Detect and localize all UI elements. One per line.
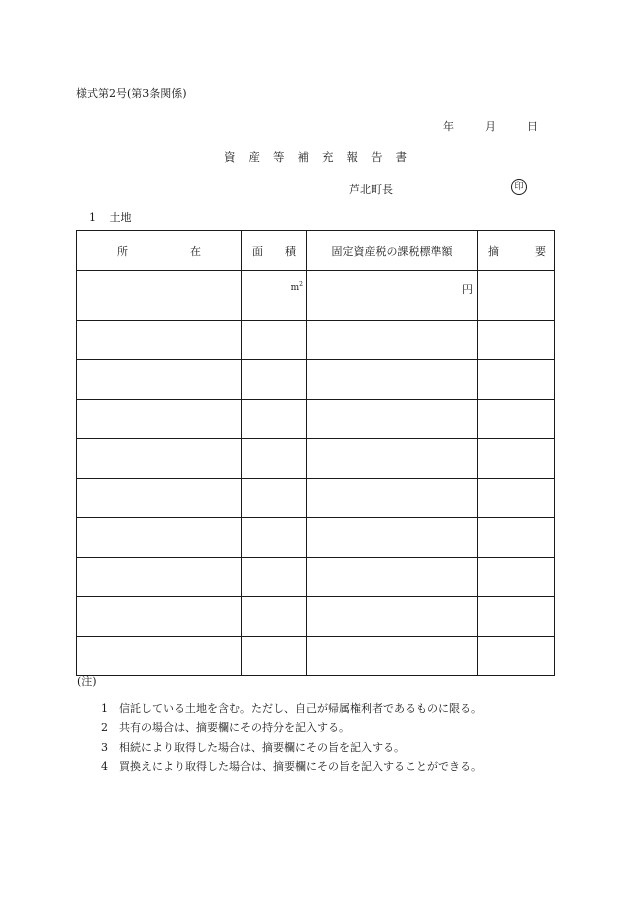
table-header-row (77, 231, 555, 271)
remarks-cell[interactable] (478, 271, 555, 321)
land-table (76, 230, 555, 676)
note-text: 相続により取得した場合は、摘要欄にその旨を記入する。 (119, 741, 405, 754)
note-item (101, 719, 350, 735)
header-area (242, 231, 307, 271)
table-row (77, 597, 555, 637)
location-cell[interactable] (77, 360, 242, 400)
tax-base-cell[interactable] (307, 399, 478, 439)
tax-base-cell[interactable] (307, 478, 478, 518)
location-cell[interactable] (77, 557, 242, 597)
location-cell[interactable] (77, 636, 242, 676)
note-item (101, 700, 482, 716)
header-tax-base: 固定資産税の課税標準額 (307, 231, 478, 271)
location-cell[interactable] (77, 597, 242, 637)
area-cell[interactable] (242, 320, 307, 360)
table-row (77, 399, 555, 439)
note-number: 4 (101, 760, 108, 773)
table-row (77, 320, 555, 360)
tax-base-cell[interactable] (307, 518, 478, 558)
tax-base-cell[interactable] (307, 636, 478, 676)
area-cell[interactable] (242, 636, 307, 676)
area-cell[interactable] (242, 439, 307, 479)
header-area-right: 積 (285, 244, 296, 258)
notes-heading: (注) (77, 675, 97, 688)
seal-icon: 印 (511, 179, 527, 195)
table-row (77, 478, 555, 518)
amount-unit: 円 (462, 283, 473, 296)
note-text: 共有の場合は、摘要欄にその持分を記入する。 (119, 721, 350, 734)
section-heading (89, 209, 132, 225)
note-text: 買換えにより取得した場合は、摘要欄にその旨を記入することができる。 (119, 760, 482, 773)
tax-base-cell[interactable] (307, 271, 478, 321)
table-row (77, 636, 555, 676)
area-cell[interactable] (242, 478, 307, 518)
area-cell[interactable] (242, 271, 307, 321)
location-cell[interactable] (77, 399, 242, 439)
table-row (77, 518, 555, 558)
remarks-cell[interactable] (478, 439, 555, 479)
area-cell[interactable] (242, 597, 307, 637)
area-unit-sup: 2 (299, 281, 303, 288)
table-row (77, 360, 555, 400)
tax-base-cell[interactable] (307, 557, 478, 597)
tax-base-cell[interactable] (307, 320, 478, 360)
location-cell[interactable] (77, 271, 242, 321)
area-cell[interactable] (242, 557, 307, 597)
header-location-right: 在 (190, 244, 201, 258)
header-remarks-right: 要 (535, 244, 546, 258)
header-area-left: 面 (252, 244, 263, 258)
section-number: 1 (89, 211, 96, 224)
area-unit: m (290, 283, 300, 293)
remarks-cell[interactable] (478, 478, 555, 518)
remarks-cell[interactable] (478, 636, 555, 676)
tax-base-cell[interactable] (307, 360, 478, 400)
date-month: 月 (485, 120, 496, 133)
header-location-left: 所 (117, 244, 128, 258)
location-cell[interactable] (77, 320, 242, 360)
note-text: 信託している土地を含む。ただし、自己が帰属権利者であるものに限る。 (119, 702, 482, 715)
addressee: 芦北町長 (349, 183, 393, 196)
form-number: 様式第2号(第3条関係) (76, 87, 187, 100)
note-number: 2 (101, 721, 108, 734)
note-item (101, 739, 405, 755)
date-year: 年 (443, 120, 454, 133)
remarks-cell[interactable] (478, 320, 555, 360)
area-cell[interactable] (242, 360, 307, 400)
location-cell[interactable] (77, 439, 242, 479)
date-line (443, 118, 538, 134)
section-label: 土地 (109, 211, 132, 224)
note-item (101, 758, 482, 774)
note-number: 3 (101, 741, 108, 754)
area-cell[interactable] (242, 518, 307, 558)
table-row (77, 439, 555, 479)
location-cell[interactable] (77, 518, 242, 558)
remarks-cell[interactable] (478, 399, 555, 439)
remarks-cell[interactable] (478, 360, 555, 400)
area-cell[interactable] (242, 399, 307, 439)
remarks-cell[interactable] (478, 518, 555, 558)
location-cell[interactable] (77, 478, 242, 518)
header-remarks (478, 231, 555, 271)
remarks-cell[interactable] (478, 597, 555, 637)
header-location (77, 231, 242, 271)
date-day: 日 (527, 120, 538, 133)
table-row (77, 557, 555, 597)
note-number: 1 (101, 702, 108, 715)
tax-base-cell[interactable] (307, 439, 478, 479)
document-title: 資産等補充報告書 (224, 150, 420, 164)
header-remarks-left: 摘 (488, 244, 499, 258)
remarks-cell[interactable] (478, 557, 555, 597)
tax-base-cell[interactable] (307, 597, 478, 637)
table-row (77, 271, 555, 321)
